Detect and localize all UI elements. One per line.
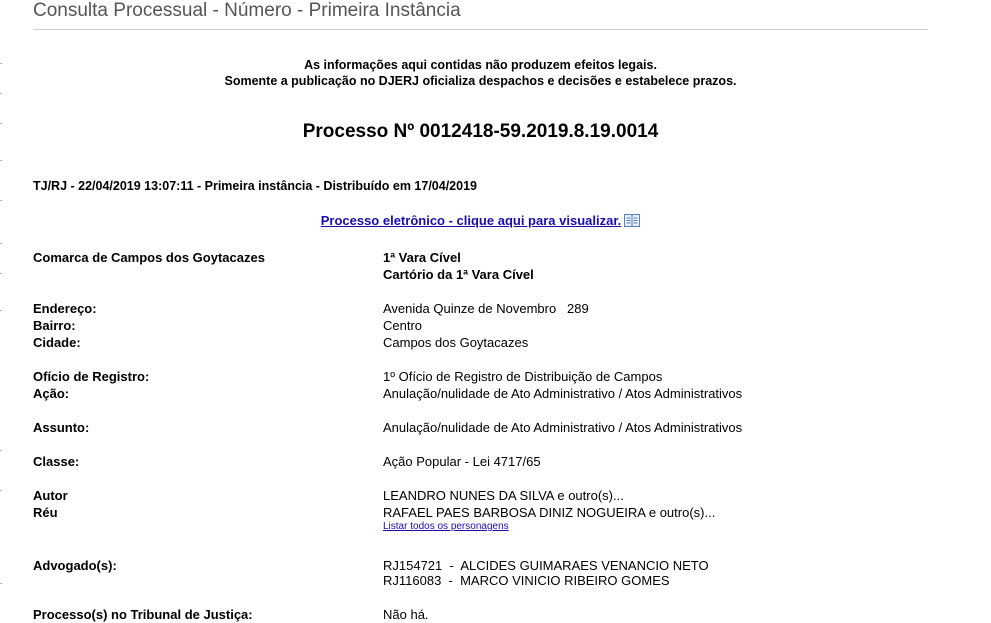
reu-value: RAFAEL PAES BARBOSA DINIZ NOGUEIRA e outro(s)... (383, 505, 716, 520)
reu-label: Réu (33, 505, 58, 520)
disclaimer-line-1: As informações aqui contidas não produzem efeitos legais. (304, 58, 657, 72)
autor-value: LEANDRO NUNES DA SILVA e outro(s)... (383, 488, 624, 503)
edge-tick (0, 243, 2, 244)
edge-tick (0, 583, 2, 584)
electronic-process-link[interactable]: Processo eletrônico - clique aqui para visualizar. (320, 213, 622, 228)
edge-tick (0, 63, 2, 64)
legal-disclaimer (33, 57, 928, 89)
acao-value: Anulação/nulidade de Ato Administrativo / Atos Administrativos (383, 386, 743, 401)
edge-tick (0, 273, 2, 274)
edge-tick (0, 200, 2, 201)
edge-tick (0, 123, 2, 124)
process-number-heading: Processo Nº 0012418-59.2019.8.19.0014 (302, 121, 659, 142)
left-edge-markers (0, 0, 3, 623)
edge-tick (0, 490, 2, 491)
advogado-1-value: RJ154721 - ALCIDES GUIMARAES VENANCIO NETO (383, 558, 709, 573)
assunto-value: Anulação/nulidade de Ato Administrativo / Atos Administrativos (383, 420, 743, 435)
cidade-label: Cidade: (33, 335, 81, 350)
edge-tick (0, 93, 2, 94)
list-all-parties-link[interactable]: Listar todos os personagens (383, 521, 509, 532)
oficio-label: Ofício de Registro: (33, 369, 150, 384)
edge-tick (0, 310, 2, 311)
edge-tick (0, 450, 2, 451)
assunto-label: Assunto: (33, 420, 90, 435)
cartorio-value: Cartório da 1ª Vara Cível (383, 267, 534, 282)
page-title: Consulta Processual - Número - Primeira Instância (33, 0, 461, 21)
endereco-value: Avenida Quinze de Novembro 289 (383, 301, 589, 316)
vara-value: 1ª Vara Cível (383, 250, 461, 265)
cidade-value: Campos dos Goytacazes (383, 335, 529, 350)
process-status-line: TJ/RJ - 22/04/2019 13:07:11 - Primeira instância - Distribuído em 17/04/2019 (33, 179, 477, 193)
acao-label: Ação: (33, 386, 70, 401)
endereco-label: Endereço: (33, 301, 97, 316)
advogado-2-value: RJ116083 - MARCO VINICIO RIBEIRO GOMES (383, 573, 670, 588)
classe-value: Ação Popular - Lei 4717/65 (383, 454, 541, 469)
electronic-process-section (33, 213, 928, 230)
disclaimer-line-2: Somente a publicação no DJERJ oficializa despachos e decisões e estabelece prazos. (224, 74, 737, 88)
edge-tick (0, 160, 2, 161)
autor-label: Autor (33, 488, 68, 503)
oficio-value: 1º Ofício de Registro de Distribuição de Campos (383, 369, 663, 384)
book-icon[interactable] (624, 214, 640, 230)
advogados-label: Advogado(s): (33, 558, 117, 573)
bairro-label: Bairro: (33, 318, 76, 333)
tribunal-value: Não há. (383, 607, 429, 622)
classe-label: Classe: (33, 454, 80, 469)
comarca-label: Comarca de Campos dos Goytacazes (33, 250, 265, 265)
title-divider (33, 29, 928, 30)
bairro-value: Centro (383, 318, 423, 333)
tribunal-label: Processo(s) no Tribunal de Justiça: (33, 607, 253, 622)
